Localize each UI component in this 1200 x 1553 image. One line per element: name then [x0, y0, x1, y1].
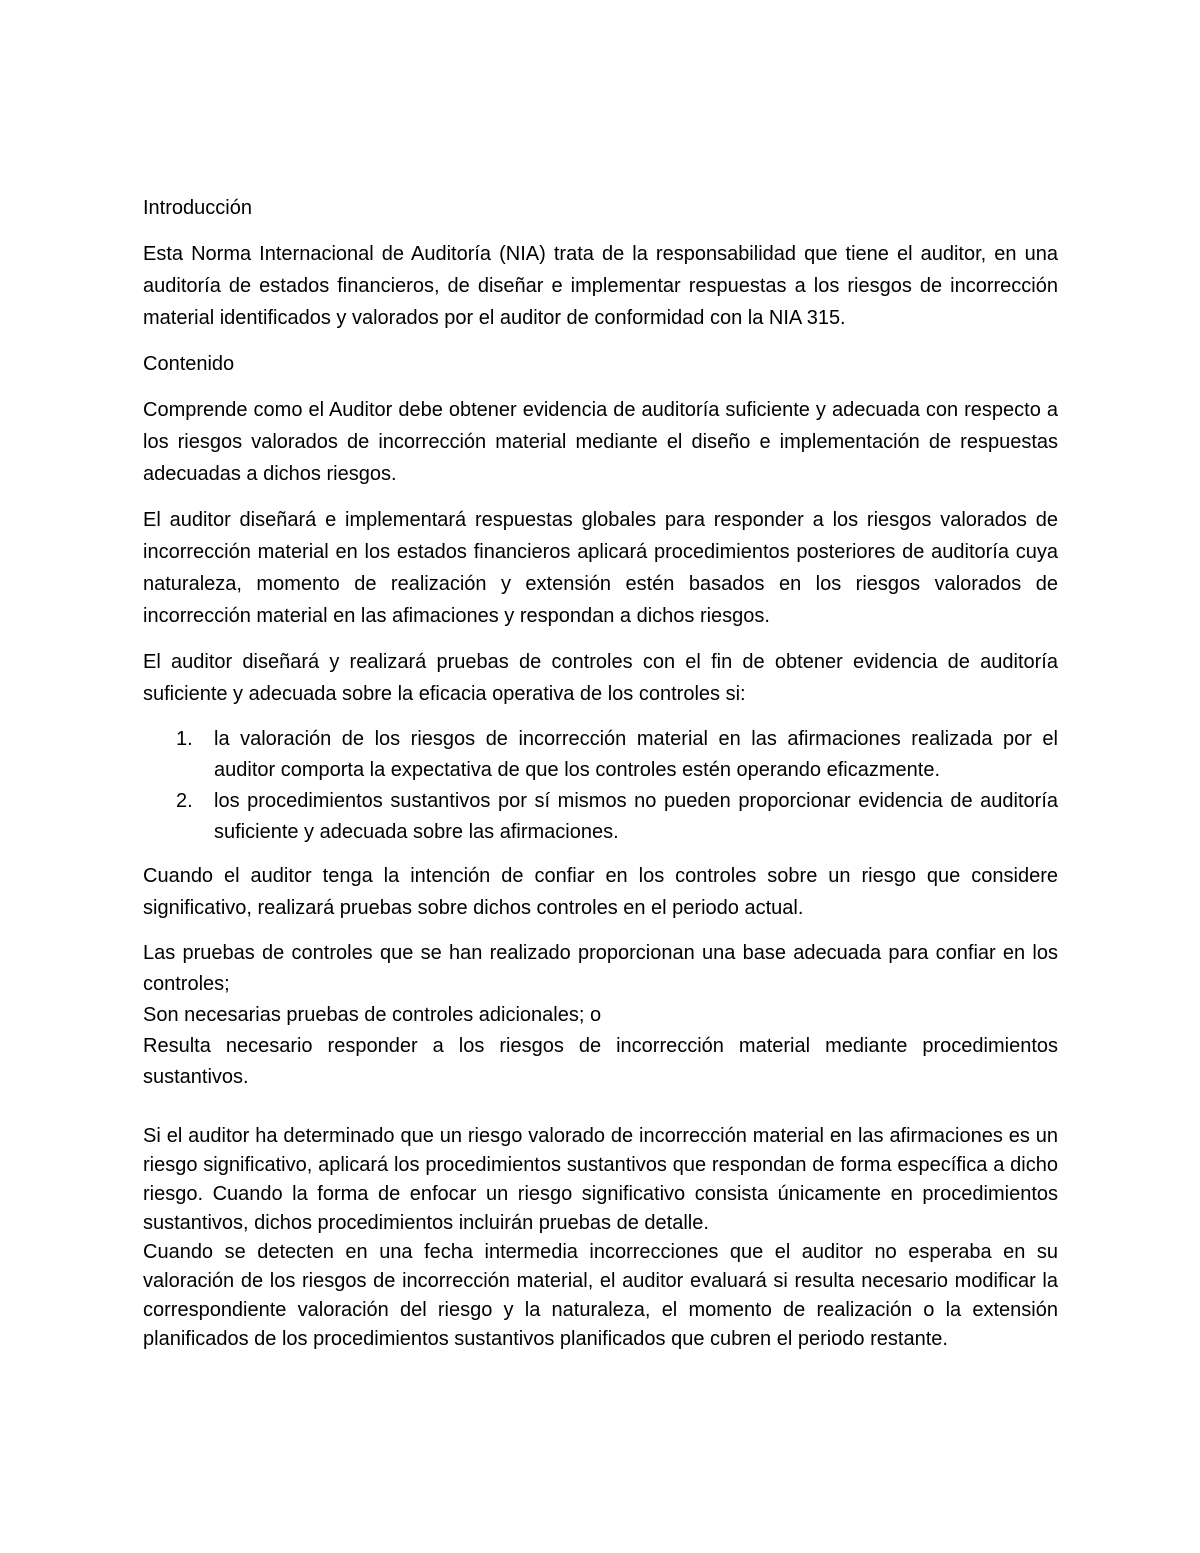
- paragraph-6: Son necesarias pruebas de controles adicionales; o: [143, 1004, 602, 1026]
- intro-paragraph: Esta Norma Internacional de Auditoría (NIA) trata de la responsabilidad que tiene el auditor, en una auditoría de estados financieros, de diseñar e implementar respuestas a los riesgos de incorrección material identificados y valorados por el auditor de conformidad con la NIA 315.: [143, 243, 1058, 329]
- numbered-list: [143, 724, 1058, 848]
- list-item: [143, 786, 1058, 848]
- paragraph-9: Cuando se detecten en una fecha intermedia incorrecciones que el auditor no esperaba en su valoración de los riesgos de incorrección material, el auditor evaluará si resulta necesario modificar la correspondiente valoración del riesgo y la naturaleza, el momento de realización o la extensión planificados de los procedimientos sustantivos planificados que cubren el periodo restante.: [143, 1241, 1058, 1350]
- list-number: 2.: [176, 790, 193, 812]
- paragraph-3: El auditor diseñará y realizará pruebas de controles con el fin de obtener evidencia de auditoría suficiente y adecuada sobre la eficacia operativa de los controles si:: [143, 651, 1058, 705]
- list-item: [143, 724, 1058, 786]
- paragraph-1: Comprende como el Auditor debe obtener evidencia de auditoría suficiente y adecuada con respecto a los riesgos valorados de incorrección material mediante el diseño e implementación de respuestas adecuadas a dichos riesgos.: [143, 399, 1058, 485]
- document-body: [143, 192, 1058, 1354]
- list-number: 1.: [176, 728, 193, 750]
- blank-line: [143, 1093, 1058, 1122]
- intro-heading: Introducción: [143, 197, 252, 219]
- paragraph-8: Si el auditor ha determinado que un riesgo valorado de incorrección material en las afirmaciones es un riesgo significativo, aplicará los procedimientos sustantivos que respondan de forma específica a dicho riesgo. Cuando la forma de enfocar un riesgo significativo consista únicamente en procedimientos sustantivos, dichos procedimientos incluirán pruebas de detalle.: [143, 1125, 1058, 1234]
- paragraph-5: Las pruebas de controles que se han realizado proporcionan una base adecuada para confiar en los controles;: [143, 942, 1058, 995]
- paragraph-4: Cuando el auditor tenga la intención de confiar en los controles sobre un riesgo que considere significativo, realizará pruebas sobre dichos controles en el periodo actual.: [143, 865, 1058, 919]
- content-heading: Contenido: [143, 353, 235, 375]
- paragraph-2: El auditor diseñará e implementará respuestas globales para responder a los riesgos valorados de incorrección material en los estados financieros aplicará procedimientos posteriores de auditoría cuya naturaleza, momento de realización y extensión estén basados en los riesgos valorados de incorrección material en las afimaciones y respondan a dichos riesgos.: [143, 509, 1058, 627]
- paragraph-7: Resulta necesario responder a los riesgos de incorrección material mediante procedimientos sustantivos.: [143, 1035, 1058, 1088]
- list-item-text: los procedimientos sustantivos por sí mismos no pueden proporcionar evidencia de auditoría suficiente y adecuada sobre las afirmaciones.: [214, 790, 1058, 843]
- list-item-text: la valoración de los riesgos de incorrección material en las afirmaciones realizada por el auditor comporta la expectativa de que los controles estén operando eficazmente.: [214, 728, 1058, 781]
